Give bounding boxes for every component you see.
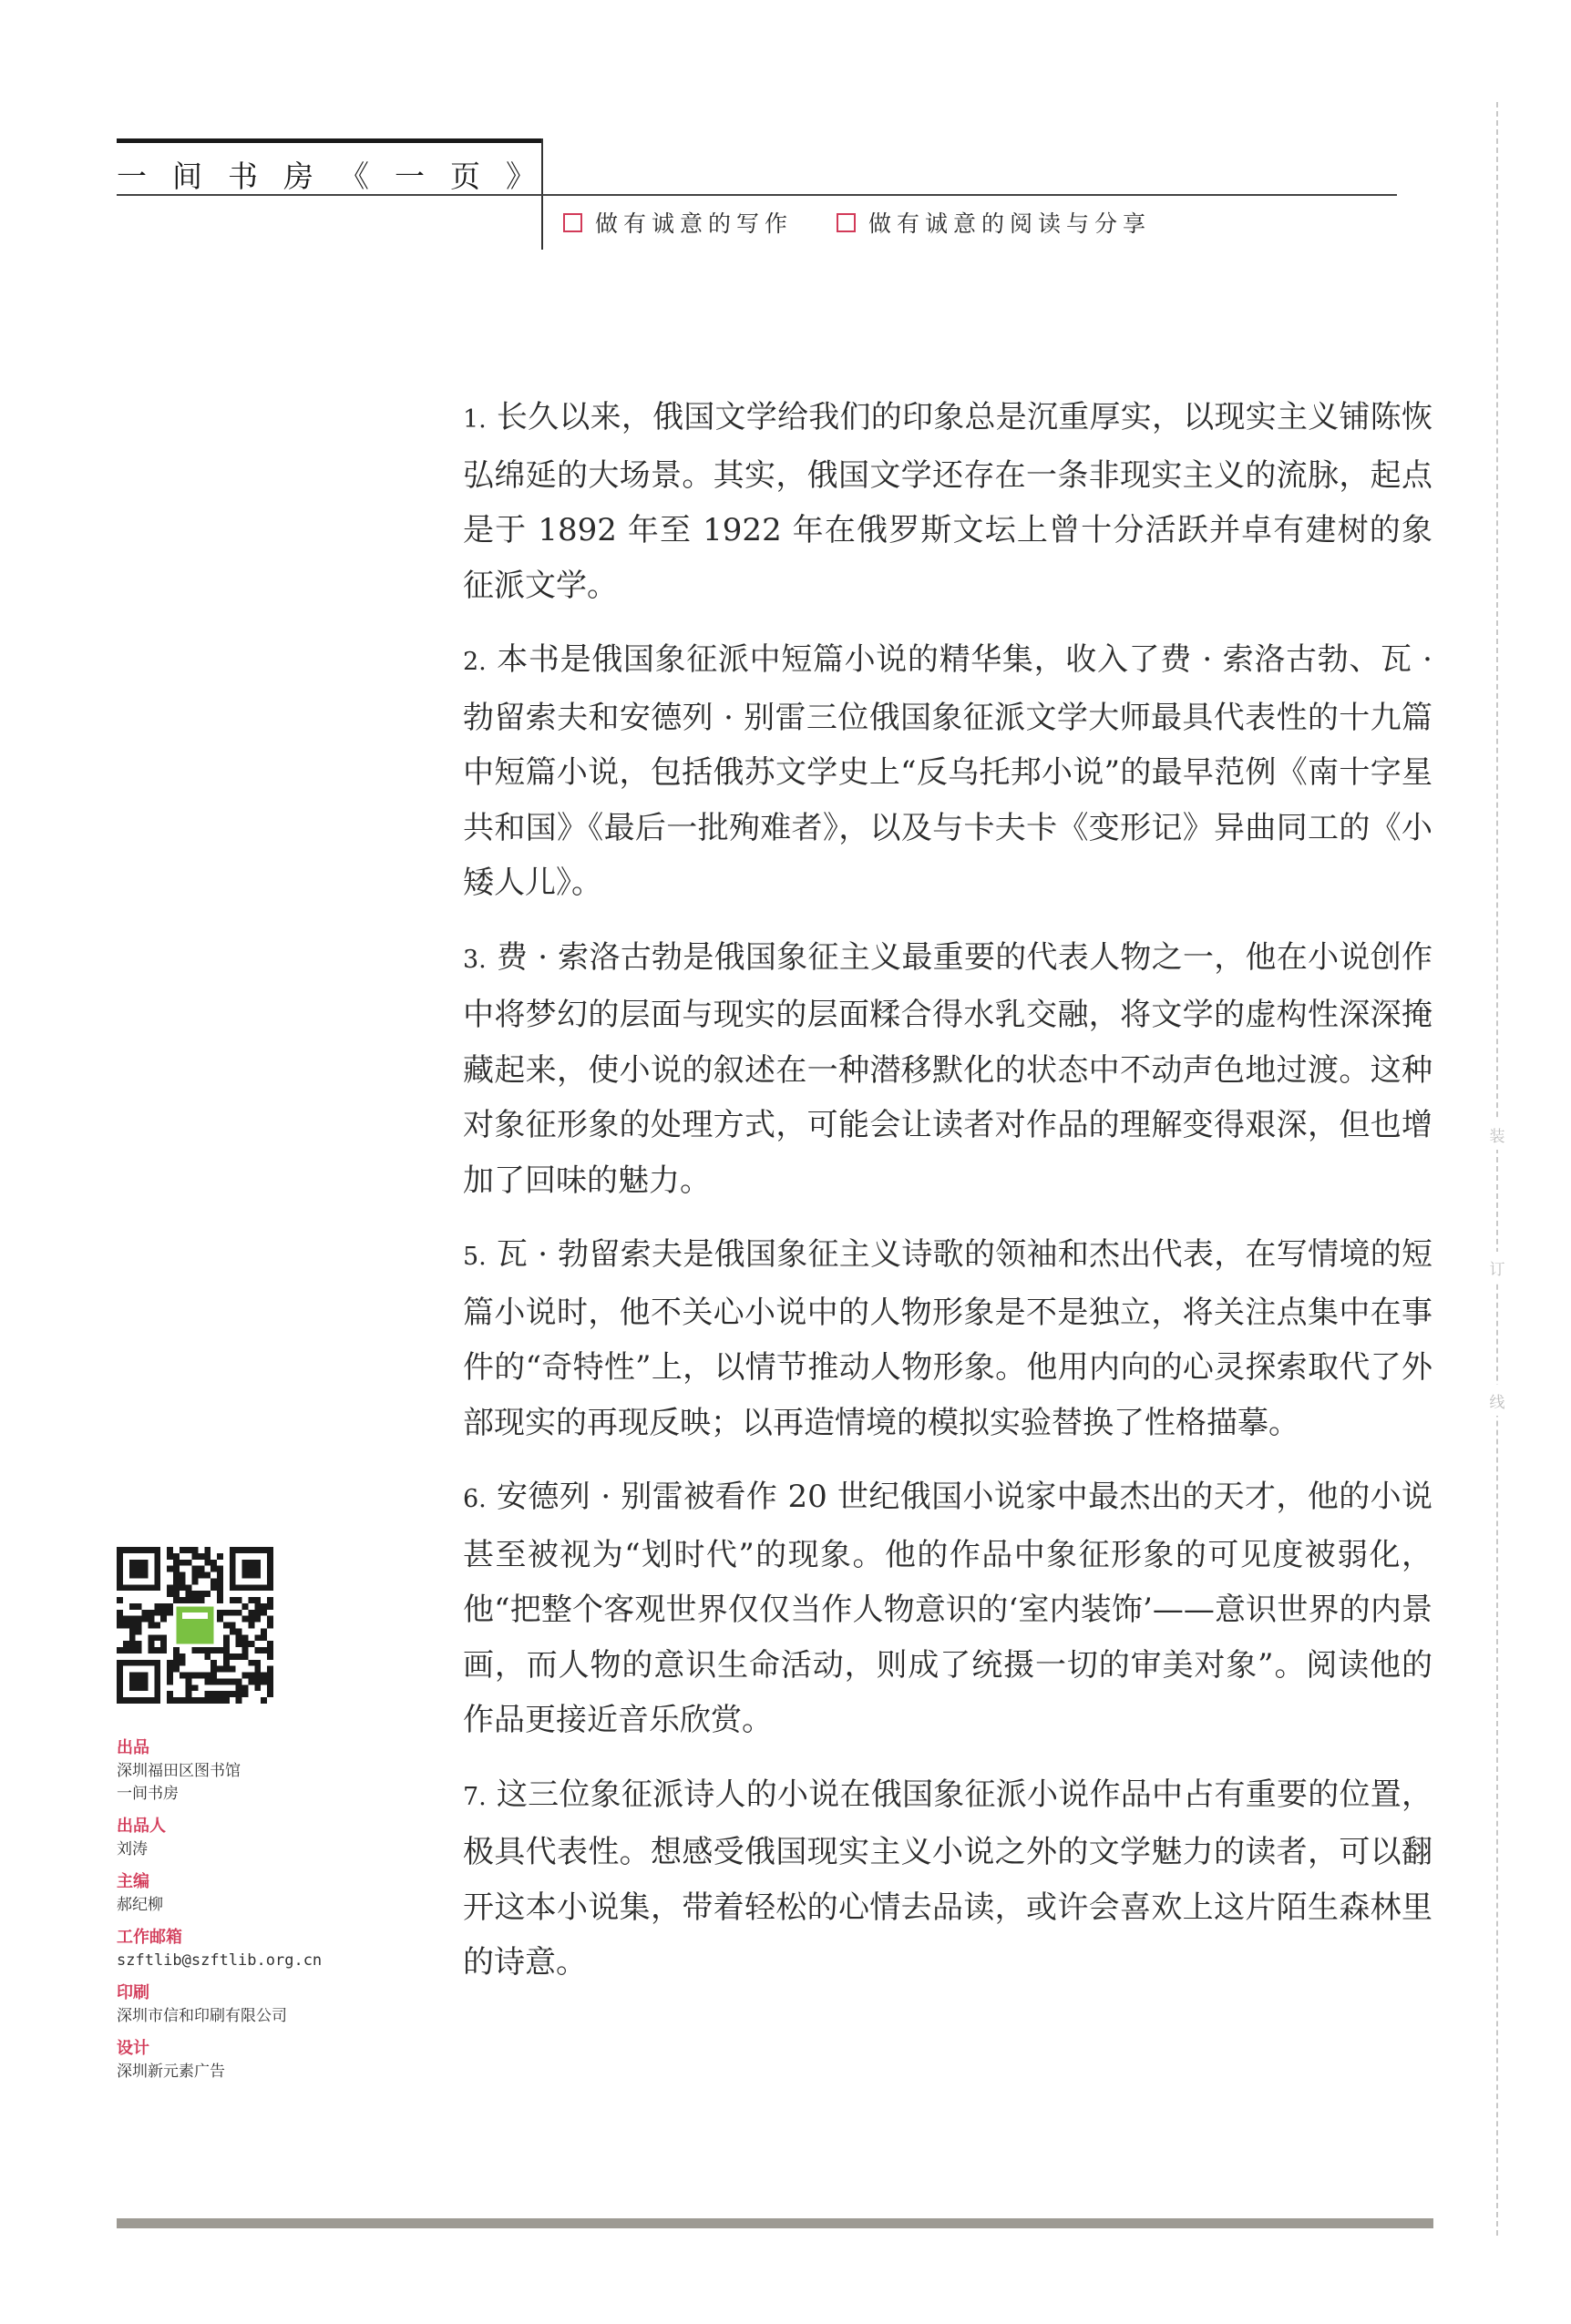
- paragraph-number: 6.: [463, 1485, 487, 1513]
- header-divider-horizontal: [117, 194, 1397, 196]
- credit-label: 出品人: [117, 1817, 166, 1836]
- credit-value: 一间书房: [117, 1785, 179, 1803]
- header-title: [117, 153, 536, 195]
- body-paragraph: [463, 1767, 1432, 1991]
- credit-label: 主编: [117, 1872, 149, 1891]
- credit-value: 郝纪柳: [117, 1896, 163, 1914]
- credit-label: 工作邮箱: [117, 1928, 182, 1947]
- credit-email-value[interactable]: szftlib@szftlib.org.cn: [117, 1951, 323, 1970]
- main-body: [463, 390, 1432, 2010]
- header-top-rule: [117, 138, 542, 143]
- credit-value: 深圳福田区图书馆: [117, 1762, 241, 1780]
- paragraph-number: 1.: [463, 405, 487, 434]
- qr-code-icon: [117, 1547, 273, 1704]
- header-slogans: [563, 204, 1151, 241]
- header-title-char: 页: [450, 158, 480, 194]
- credit-editor: [117, 1870, 390, 1917]
- footer-bar: [117, 2218, 1433, 2228]
- header-title-char: 一: [117, 158, 147, 194]
- header-title-char: 一: [395, 158, 425, 194]
- binding-dashed-line: [1496, 102, 1498, 2236]
- qr-code-graphic: [117, 1547, 273, 1704]
- credit-label: 印刷: [117, 1983, 149, 2002]
- header-title-char: 》: [506, 158, 536, 194]
- paragraph-number: 5.: [463, 1243, 487, 1271]
- credit-design: [117, 2037, 390, 2083]
- paragraph-text: 费 · 索洛古勃是俄国象征主义最重要的代表人物之一，他在小说创作中将梦幻的层面与现实的层面糅合得水乳交融，将文学的虚构性深深掩藏起来，使小说的叙述在一种潜移默化的状态中不动声色地过渡。这种对象征形象的处理方式，可能会让读者对作品的理解变得艰深，但也增加了回味的魅力。: [463, 938, 1433, 1199]
- credit-value: 深圳新元素广告: [117, 2063, 225, 2081]
- paragraph-text: 瓦 · 勃留索夫是俄国象征主义诗歌的领袖和杰出代表，在写情境的短篇小说时，他不关心小说中的人物形象是不是独立，将关注点集中在事件的“奇特性”上，以情节推动人物形象。他用内向的心灵探索取代了外部现实的再现反映；以再造情境的模拟实验替换了性格描摹。: [463, 1236, 1433, 1441]
- slogan-text: 做有诚意的写作: [595, 210, 794, 237]
- slogan-text: 做有诚意的阅读与分享: [868, 210, 1152, 237]
- header-title-char: 书: [228, 158, 258, 194]
- body-paragraph: [463, 390, 1432, 613]
- credits-panel: [117, 1736, 390, 2093]
- paragraph-number: 3.: [463, 945, 487, 974]
- paragraph-text: 安德列 · 别雷被看作 20 世纪俄国小说家中最杰出的天才，他的小说甚至被视为“划时代”的现象。他的作品中象征形象的可见度被弱化，他“把整个客观世界仅仅当作人物意识的‘室内装饰’——意识世界的内景画，而人物的意识生命活动，则成了统摄一切的审美对象”。阅读他的作品更接近音乐欣赏。: [463, 1479, 1432, 1738]
- paragraph-text: 本书是俄国象征派中短篇小说的精华集，收入了费 · 索洛古勃、瓦 · 勃留索夫和安德列 · 别雷三位俄国象征派文学大师最具代表性的十九篇中短篇小说，包括俄苏文学史上“反乌托邦小说”的最早范例《南十字星共和国》《最后一批殉难者》，以及与卡夫卡《变形记》异曲同工的《小矮人儿》。: [463, 641, 1432, 901]
- paragraph-text: 长久以来，俄国文学给我们的印象总是沉重厚实，以现实主义铺陈恢弘绵延的大场景。其实，俄国文学还存在一条非现实主义的流脉，起点是于 1892 年至 1922 年在俄罗斯文坛上曾十分活跃并卓有建树的象征派文学。: [463, 399, 1433, 604]
- paragraph-text: 这三位象征派诗人的小说在俄国象征派小说作品中占有重要的位置，极具代表性。想感受俄国现实主义小说之外的文学魅力的读者，可以翻开这本小说集，带着轻松的心情去品读，或许会喜欢上这片陌生森林里的诗意。: [463, 1776, 1433, 1981]
- credit-producer: [117, 1736, 390, 1806]
- credit-value: 深圳市信和印刷有限公司: [117, 2007, 287, 2025]
- header-title-char: 房: [283, 158, 313, 194]
- binding-label-char: 装: [1483, 1119, 1512, 1150]
- checkbox-icon: [563, 213, 582, 232]
- body-paragraph: [463, 632, 1432, 911]
- credit-publisher: [117, 1815, 390, 1861]
- paragraph-number: 2.: [463, 648, 487, 676]
- header-title-char: 《: [339, 158, 369, 194]
- binding-label-char: 订: [1483, 1252, 1512, 1283]
- body-paragraph: [463, 1469, 1432, 1748]
- body-paragraph: [463, 1227, 1432, 1450]
- credit-email: [117, 1926, 390, 1972]
- credit-value: 刘涛: [117, 1840, 148, 1858]
- credit-label: 设计: [117, 2039, 149, 2058]
- binding-label-char: 线: [1483, 1385, 1512, 1416]
- credit-label: 出品: [117, 1738, 149, 1757]
- body-paragraph: [463, 930, 1432, 1209]
- header-title-char: 间: [172, 158, 202, 194]
- credit-printing: [117, 1981, 390, 2028]
- paragraph-number: 7.: [463, 1782, 487, 1811]
- slogan-reading: [837, 206, 1151, 239]
- checkbox-icon: [837, 213, 856, 232]
- slogan-writing: [563, 206, 793, 239]
